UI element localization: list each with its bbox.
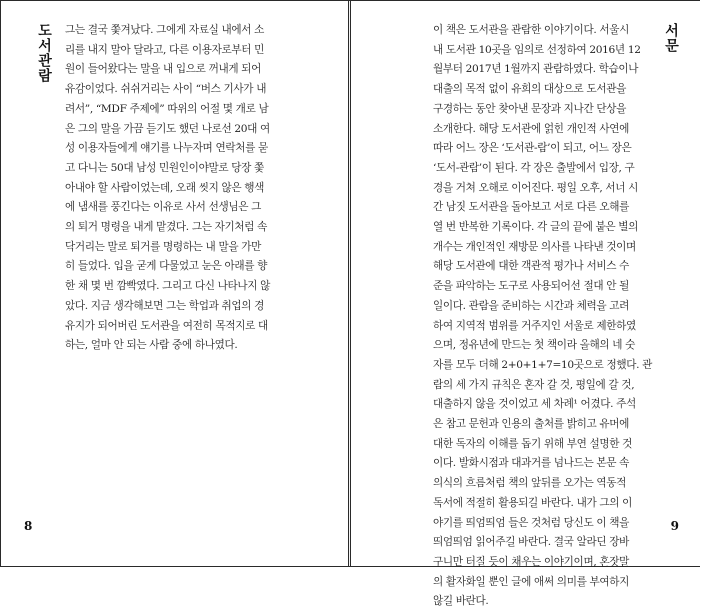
text-line: 띄엄띄엄 읽어주길 바란다. 결국 알라딘 장바 [433, 536, 630, 549]
text-line: 열 번 반복한 기록이다. 각 글의 끝에 붙은 별의 [433, 221, 639, 234]
text-line: 고 다니는 50대 남성 민원인이야말로 당장 쫓 [65, 161, 264, 174]
text-line: 에 냄새를 풍긴다는 이유로 사서 선생님은 그 [65, 201, 262, 214]
right-page-number: 9 [670, 519, 679, 533]
text-line: 은 그의 말을 가끔 듣기도 했던 나로선 20대 여 [65, 122, 270, 135]
text-line: 람의 세 가지 규칙은 혼자 갈 것, 평일에 갈 것, [433, 378, 635, 391]
left-page-number: 8 [24, 519, 33, 533]
text-line: 그는 결국 쫓겨났다. 그에게 자료실 내에서 소 [65, 24, 265, 36]
left-running-head: 도서관람 [36, 23, 52, 83]
text-line: 내 도서관 10곳을 임의로 선정하여 2016년 12 [433, 43, 641, 56]
text-line: 유감이었다. 쉬쉬거리는 사이 “버스 기사가 내 [65, 83, 267, 96]
text-line: 하는, 얼마 안 되는 사람 중에 하나였다. [65, 339, 238, 352]
text-line: 의 활자화일 뿐인 글에 애써 의미를 부여하지 [433, 575, 630, 588]
text-line: 해당 도서관에 대한 객관적 평가나 서비스 수 [433, 260, 630, 273]
text-line: 따라 어느 장은 ‘도서관-람’이 되고, 어느 장은 [433, 142, 632, 155]
text-line: ‘도서-관람’이 된다. 각 장은 출발에서 입장, 구 [433, 161, 635, 174]
text-line: 준을 파악하는 도구로 사용되어선 절대 안 될 [433, 280, 630, 293]
right-body-text [433, 21, 673, 612]
text-line: 히 들었다. 입을 굳게 다물었고 눈은 아래를 향 [65, 260, 268, 273]
text-line: 구니만 터질 듯이 채우는 이야기이며, 혼잣말 [433, 555, 630, 568]
text-line: 자를 모두 더해 2+0+1+7=10곳으로 정했다. 관 [433, 358, 653, 371]
text-line: 이다. 발화시점과 대과거를 넘나드는 본문 속 [433, 457, 630, 470]
text-line: 개수는 개인적인 재방문 의사를 나타낸 것이며 [433, 240, 636, 253]
text-line: 구경하는 동안 찾아낸 문장과 지나간 단상을 [433, 102, 626, 115]
text-line: 원이 들어왔다는 말을 내 입으로 꺼내게 되어 [65, 63, 262, 76]
right-page [351, 1, 701, 608]
text-line: 의 퇴거 명령을 내게 맡겼다. 그는 자기처럼 속 [65, 221, 268, 234]
text-line: 대출하지 않을 것이었고 세 차례¹ 어겼다. 주석 [433, 398, 636, 411]
text-line: 일이다. 관람을 준비하는 시간과 체력을 고려 [433, 299, 630, 312]
text-line: 으며, 정유년에 만드는 첫 책이라 올해의 네 숫 [433, 339, 636, 352]
text-line: 닥거리는 말로 퇴거를 명령하는 내 말을 가만 [65, 240, 262, 253]
text-line: 한 채 몇 번 깜빡였다. 그리고 다신 나타나지 않 [65, 280, 271, 293]
text-line: 은 참고 문헌과 인용의 출처를 밝히고 유머에 [433, 418, 630, 431]
left-body-text [65, 21, 335, 356]
text-line: 독서에 적절히 활용되길 바란다. 내가 그의 이 [433, 496, 633, 509]
text-line: 소개한다. 해당 도서관에 얽힌 개인적 사연에 [433, 122, 630, 135]
text-line: 하여 지역적 범위를 거주지인 서울로 제한하였 [433, 319, 636, 332]
text-line: 않길 바란다. [433, 595, 489, 608]
text-line: 성 이용자들에게 얘기를 나누자며 연락처를 묻 [65, 142, 268, 155]
text-line: 간 남짓 도서관을 돌아보고 서로 다른 오해를 [433, 201, 630, 214]
text-line: 아내야 할 사람이었는데, 오래 씻지 않은 행색 [65, 181, 265, 194]
text-line: 려서”, “MDF 주제에” 따위의 어절 몇 개로 남 [65, 102, 269, 115]
text-line: 야기를 띄엄띄엄 들은 것처럼 당신도 이 책을 [433, 516, 630, 529]
text-line: 대한 독자의 이해를 돕기 위해 부연 설명한 것 [433, 437, 633, 450]
text-line: 의식의 흐름처럼 책의 앞뒤를 오가는 역동적 [433, 477, 626, 490]
text-line: 이 책은 도서관을 관람한 이야기이다. 서울시 [433, 24, 630, 36]
text-line: 경을 거쳐 오해로 이어진다. 평일 오후, 서너 시 [433, 181, 639, 194]
text-line: 유지가 되어버린 도서관을 여전히 목적지로 대 [65, 319, 268, 332]
left-page [1, 1, 349, 566]
text-line: 았다. 지금 생각해보면 그는 학업과 취업의 경 [65, 299, 265, 312]
text-line: 월부터 2017년 1월까지 관람하였다. 학습이나 [433, 63, 639, 76]
right-running-head: 서문 [663, 23, 679, 53]
text-line: 리를 내지 말아 달라고, 다른 이용자로부터 민 [65, 43, 265, 56]
text-line: 대출의 목적 없이 유희의 대상으로 도서관을 [433, 83, 626, 96]
